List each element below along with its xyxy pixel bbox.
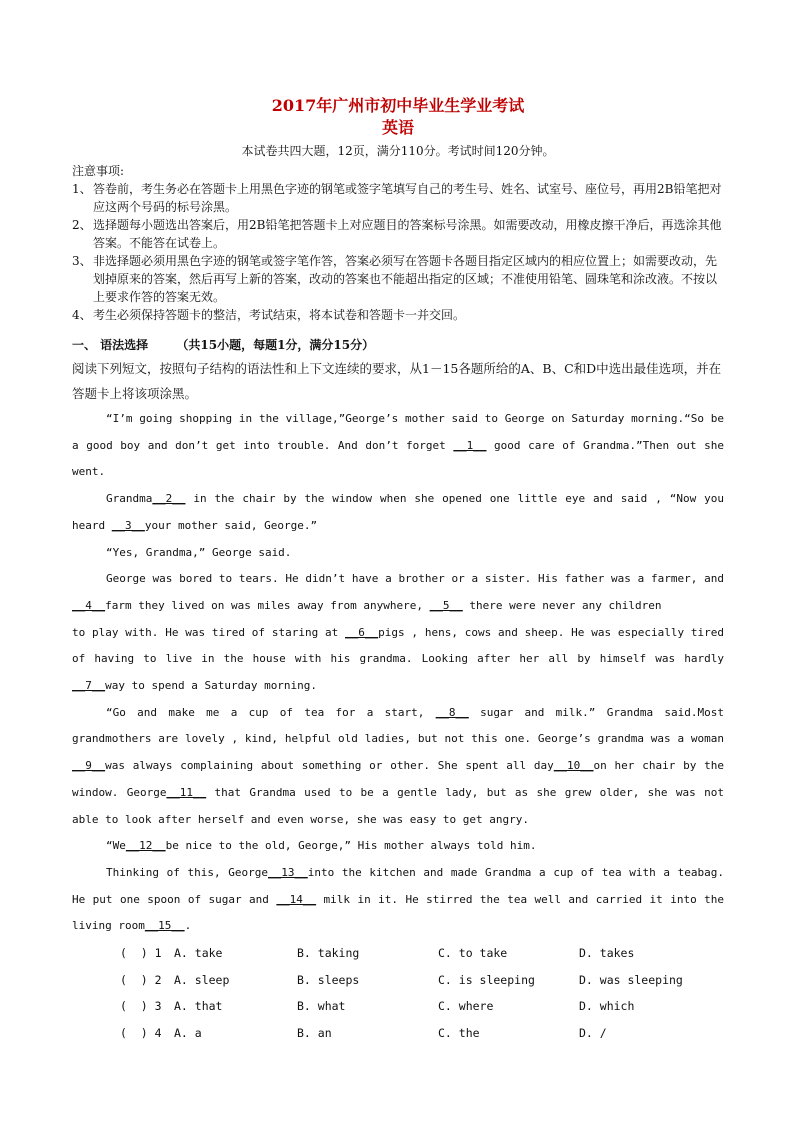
passage-text: be nice to the old, George,” His mother always told him.: [165, 839, 537, 853]
passage-text: farm they lived on was miles away from anywhere,: [105, 598, 430, 612]
exam-info: 本试卷共四大题，12页，满分110分。考试时间120分钟。: [241, 144, 555, 158]
question-number: ( ) 4: [120, 1026, 162, 1041]
passage-text: in the chair by the window when she opened one little eye and said , “Now you heard: [72, 492, 724, 532]
blank-8: __8__: [435, 705, 469, 719]
passage-paragraph: [72, 860, 724, 940]
blank-7: __7__: [72, 679, 106, 693]
passage-text: Grandma: [106, 492, 153, 506]
option-c: C. to take: [438, 946, 508, 961]
question-number: ( ) 1: [120, 946, 162, 961]
note-text: 考生必须保持答题卡的整洁，考试结束，将本试卷和答题卡一并交回。: [93, 308, 466, 322]
blank-4: __4__: [72, 598, 106, 612]
blank-13: __13__: [268, 865, 308, 879]
note-item: [72, 216, 724, 252]
option-c: C. is sleeping: [438, 972, 535, 987]
passage-text: “I’m going shopping in the village,”George’s mother said to George on Saturday morning.“So be a good boy and don’t get into trouble. And don’t forget: [72, 412, 724, 452]
blank-12: __12__: [125, 839, 166, 853]
note-item: [72, 252, 724, 306]
passage-text: your mother said, George.”: [144, 518, 318, 532]
blank-3: __3__: [111, 518, 145, 532]
section-title: 一、 语法选择: [72, 338, 149, 352]
option-b: B. what: [297, 999, 346, 1014]
passage-text: way to spend a Saturday morning.: [105, 679, 318, 693]
note-number: 4、: [72, 308, 92, 322]
passage-text: sugar and milk.” Grandma said.Most grandmothers are lovely , kind, helpful old ladies, but not this one. George’s grandma was a woman: [72, 705, 724, 746]
note-item: [72, 180, 724, 216]
passage-text: milk in it. He stirred the tea well and carried it into the living room: [72, 892, 724, 933]
question-row: [72, 940, 724, 967]
option-d: D. takes: [579, 946, 635, 961]
option-c: C. where: [438, 999, 494, 1014]
option-c: C. the: [438, 1026, 480, 1041]
options-list: [72, 940, 724, 1047]
passage-text: Thinking of this, George: [106, 865, 269, 879]
option-a: A. a: [174, 1026, 202, 1041]
blank-2: __2__: [152, 492, 186, 506]
passage-text: pigs , hens, cows and sheep. He was especially tired of having to live in the house with his grandma. Looking after her all by himself was hardly: [72, 625, 724, 666]
passage-text: into the kitchen and made Grandma a cup of tea with a teabag. He put one spoon of sugar and: [72, 865, 724, 906]
note-text: 非选择题必须用黑色字迹的钢笔或签字笔作答，答案必须写在答题卡各题目指定区域内的相应位置上；如需要改动，先划掉原来的答案，然后再写上新的答案，改动的答案也不能超出指定的区域；不准使用铅笔、圆珠笔和涂改液。不按以上要求作答的答案无效。: [93, 254, 718, 304]
option-b: B. sleeps: [297, 972, 360, 987]
option-a: A. take: [174, 946, 223, 961]
option-b: B. an: [297, 1026, 332, 1041]
passage-text: “We: [106, 839, 126, 853]
passage-paragraph: [72, 486, 724, 539]
section-instruction: 阅读下列短文，按照句子结构的语法性和上下文连续的要求，从1－15各题所给的A、B、C和D中选出最佳选项，并在答题卡上将该项涂黑。: [72, 361, 722, 401]
option-d: D. was sleeping: [579, 972, 683, 987]
note-item: [72, 306, 724, 324]
passage-text: .: [184, 919, 192, 933]
blank-9: __9__: [72, 759, 106, 773]
passage-text: there were never any children: [462, 598, 662, 612]
passage-text: “Go and make me a cup of tea for a start,: [106, 705, 436, 719]
blank-11: __11__: [166, 785, 207, 799]
blank-14: __14__: [276, 892, 317, 906]
section-heading: [72, 336, 724, 354]
note-text: 答卷前，考生务必在答题卡上用黑色字迹的钢笔或签字笔填写自己的考生号、姓名、试室号、座位号，再用2B铅笔把对应这两个号码的标号涂黑。: [93, 182, 722, 214]
question-row: [72, 993, 724, 1020]
passage-text: George was bored to tears. He didn’t have a brother or a sister. His father was a farmer, and: [106, 572, 724, 586]
blank-10: __10__: [553, 759, 594, 773]
passage-text: on her chair by the window. George: [72, 759, 724, 799]
note-text: 选择题每小题选出答案后，用2B铅笔把答题卡上对应题目的答案标号涂黑。如需要改动，用橡皮擦干净后，再选涂其他答案。不能答在试卷上。: [93, 218, 722, 250]
passage-paragraph: “Yes, Grandma,” George said.: [106, 545, 292, 559]
blank-1: __1__: [453, 438, 487, 452]
exam-title: 2017年广州市初中毕业生学业考试: [271, 96, 525, 115]
passage-paragraph: [72, 700, 724, 834]
question-number: ( ) 2: [120, 972, 162, 987]
blank-6: __6__: [345, 625, 379, 639]
note-number: 3、: [72, 254, 92, 268]
passage-text: good care of Grandma.”Then out she went.: [72, 438, 724, 479]
passage-paragraph: [72, 406, 724, 486]
notes-title: 注意事项:: [72, 164, 125, 178]
note-number: 1、: [72, 182, 92, 196]
option-d: D. which: [579, 999, 635, 1014]
note-number: 2、: [72, 218, 92, 232]
blank-15: __15__: [144, 919, 185, 933]
option-a: A. sleep: [174, 972, 230, 987]
passage-text: to play with. He was tired of staring at: [72, 625, 346, 639]
blank-5: __5__: [429, 598, 463, 612]
passage-paragraph: [72, 620, 724, 700]
question-number: ( ) 3: [120, 999, 162, 1014]
subject-title: 英语: [381, 118, 414, 137]
option-a: A. that: [174, 999, 223, 1014]
exam-page: [72, 96, 724, 1047]
question-row: [72, 967, 724, 994]
option-d: D. /: [579, 1026, 607, 1041]
passage-text: that Grandma used to be a gentle lady, but as she grew older, she was not able to look after herself and even worse, she was easy to get angry.: [72, 785, 724, 826]
passage-paragraph: [72, 566, 724, 619]
option-b: B. taking: [297, 946, 360, 961]
passage-paragraph: [72, 833, 724, 860]
question-row: [72, 1020, 724, 1047]
section-points: （共15小题，每题1分，满分15分）: [176, 338, 375, 352]
passage-text: was always complaining about something or other. She spent all day: [105, 759, 554, 773]
